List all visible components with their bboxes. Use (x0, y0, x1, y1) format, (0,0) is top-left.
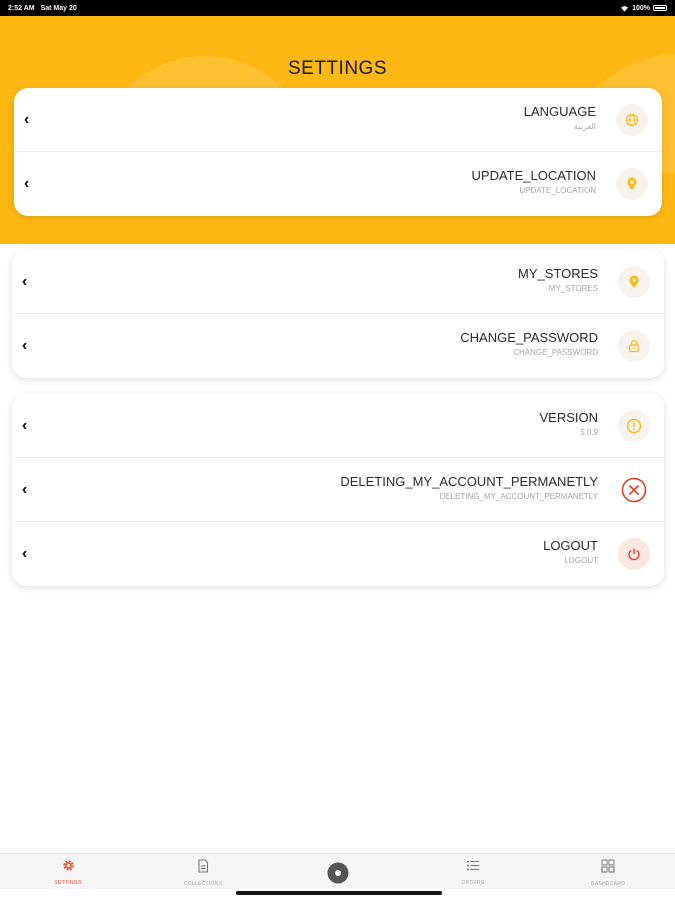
chevron-left-icon: ‹ (22, 273, 28, 290)
item-subtitle: العربية (574, 122, 596, 131)
chevron-left-icon: ‹ (22, 545, 28, 562)
item-subtitle: LOGOUT (564, 556, 598, 565)
status-right (620, 5, 667, 12)
tab-collections[interactable] (163, 859, 243, 887)
item-subtitle: DELETING_MY_ACCOUNT_PERMANETLY (439, 492, 598, 501)
item-texts (524, 104, 596, 131)
tab-label: ORDERS (461, 880, 485, 886)
settings-item-language[interactable] (14, 88, 662, 152)
item-texts (340, 474, 598, 501)
settings-item-delete-account[interactable] (12, 458, 664, 522)
settings-item-change-password[interactable] (12, 314, 664, 378)
item-subtitle: MY_STORES (548, 284, 598, 293)
lock-icon (618, 330, 650, 362)
gear-icon (62, 859, 75, 872)
battery-icon (653, 5, 667, 11)
status-time: 2:52 AM (8, 4, 35, 12)
item-title: VERSION (539, 410, 598, 425)
location-pin-icon (616, 168, 648, 200)
settings-group-1 (14, 88, 662, 216)
tab-center-action[interactable] (298, 862, 378, 889)
tab-dashboard[interactable] (568, 859, 648, 887)
settings-item-my-stores[interactable] (12, 250, 664, 314)
center-action-icon (327, 862, 349, 884)
list-icon (466, 859, 480, 872)
chevron-left-icon: ‹ (22, 417, 28, 434)
settings-group-3 (12, 394, 664, 586)
chevron-left-icon: ‹ (22, 337, 28, 354)
item-title: LOGOUT (543, 538, 598, 553)
chevron-left-icon: ‹ (24, 175, 30, 192)
chevron-left-icon: ‹ (22, 481, 28, 498)
globe-icon (616, 104, 648, 136)
item-title: DELETING_MY_ACCOUNT_PERMANETLY (340, 474, 598, 489)
tab-label: SETTINGS (54, 880, 82, 886)
item-subtitle: 5.0.9 (580, 428, 598, 437)
tab-settings[interactable] (28, 859, 108, 886)
item-subtitle: UPDATE_LOCATION (519, 186, 596, 195)
item-title: LANGUAGE (523, 104, 596, 119)
status-date: Sat May 20 (40, 4, 77, 12)
wifi-icon (620, 5, 629, 12)
item-texts (543, 538, 598, 565)
grid-icon (601, 859, 615, 873)
tab-orders[interactable] (433, 859, 513, 886)
tab-label: COLLECTIONS (183, 881, 223, 887)
chevron-left-icon: ‹ (24, 111, 30, 128)
document-icon (197, 859, 209, 873)
page-title: SETTINGS (287, 58, 387, 79)
settings-item-update-location[interactable] (14, 152, 662, 216)
item-title: MY_STORES (518, 266, 598, 281)
settings-item-logout[interactable] (12, 522, 664, 586)
location-pin-icon (618, 266, 650, 298)
power-icon (618, 538, 650, 570)
settings-group-2 (12, 250, 664, 378)
close-circle-icon (618, 474, 650, 506)
item-texts (472, 168, 596, 195)
item-title: UPDATE_LOCATION (471, 168, 596, 183)
item-texts (518, 266, 598, 293)
tab-label: DASHBOARD (590, 881, 626, 887)
info-icon (618, 410, 650, 442)
battery-percent: 100% (632, 4, 650, 12)
status-bar (0, 0, 675, 16)
settings-item-version[interactable] (12, 394, 664, 458)
item-texts (539, 410, 598, 437)
item-title: CHANGE_PASSWORD (460, 330, 598, 345)
item-texts (460, 330, 598, 357)
home-indicator (236, 891, 442, 895)
item-subtitle: CHANGE_PASSWORD (513, 348, 598, 357)
bottom-navigation (0, 853, 675, 889)
